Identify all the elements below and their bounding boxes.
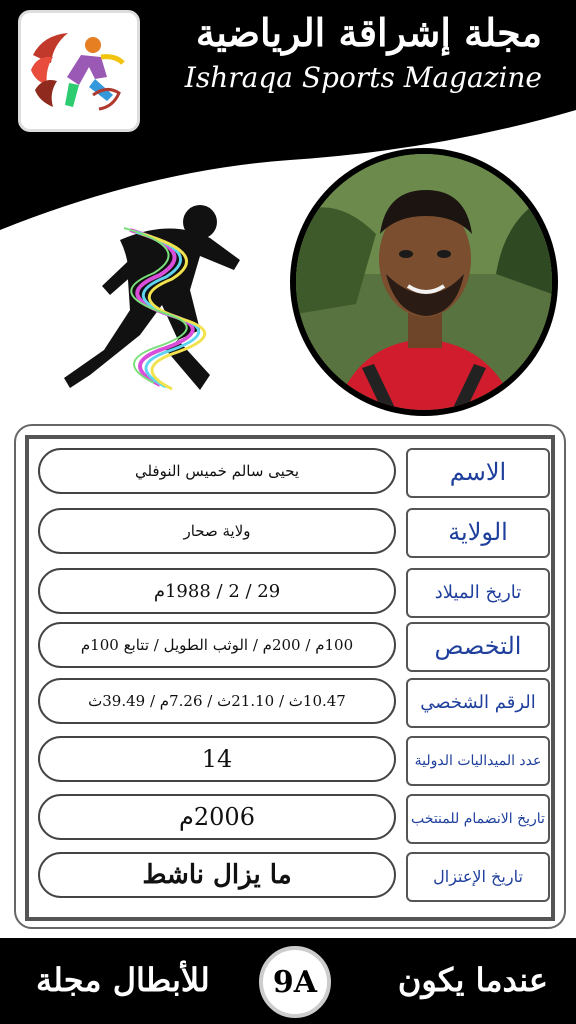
province-label: الولاية (406, 508, 550, 558)
retirement-date-label: تاريخ الإعتزال (406, 852, 550, 902)
info-row-province (38, 508, 550, 558)
national-team-join-date-value: 2006م (38, 794, 396, 840)
footer (0, 938, 576, 1024)
info-row-medals (38, 736, 550, 786)
specialty-label: التخصص (406, 622, 550, 672)
footer-badge: 9A (259, 946, 331, 1018)
birthdate-label: تاريخ الميلاد (406, 568, 550, 618)
sprinter-silhouette-icon (50, 200, 255, 410)
info-row-name (38, 448, 550, 498)
slogan-left-text: للأبطال مجلة (36, 961, 210, 999)
runner-illustration (50, 200, 255, 410)
birthdate-value: 29 / 2 / 1988م (38, 568, 396, 614)
info-row-specialty (38, 622, 550, 672)
international-medals-value: 14 (38, 736, 396, 782)
province-value: ولاية صحار (38, 508, 396, 554)
retirement-date-value: ما يزال ناشط (38, 852, 396, 898)
specialty-value: 100م / 200م / الوثب الطويل / تتابع 100م (38, 622, 396, 668)
international-medals-label: عدد الميداليات الدولية (406, 736, 550, 786)
national-team-join-date-label: تاريخ الانضمام للمنتخب (406, 794, 550, 844)
info-row-retirement (38, 852, 550, 902)
magazine-logo-runner-icon (21, 13, 137, 129)
athlete-portrait (296, 154, 552, 410)
athlete-name-value: يحيى سالم خميس النوفلي (38, 448, 396, 494)
magazine-title-arabic: مجلة إشراقة الرياضية (195, 10, 542, 55)
info-row-join-date (38, 794, 550, 844)
personal-best-label: الرقم الشخصي (406, 678, 550, 728)
magazine-logo (18, 10, 140, 132)
personal-best-value: 10.47ث / 21.10ث / 7.26م / 39.49ث (38, 678, 396, 724)
slogan-right-text: عندما يكون (397, 961, 548, 999)
magazine-title-english: Ishraqa Sports Magazine (184, 61, 542, 94)
info-row-birthdate (38, 568, 550, 618)
athlete-photo-frame (290, 148, 558, 416)
info-row-personal-best (38, 678, 550, 728)
athlete-name-label: الاسم (406, 448, 550, 498)
